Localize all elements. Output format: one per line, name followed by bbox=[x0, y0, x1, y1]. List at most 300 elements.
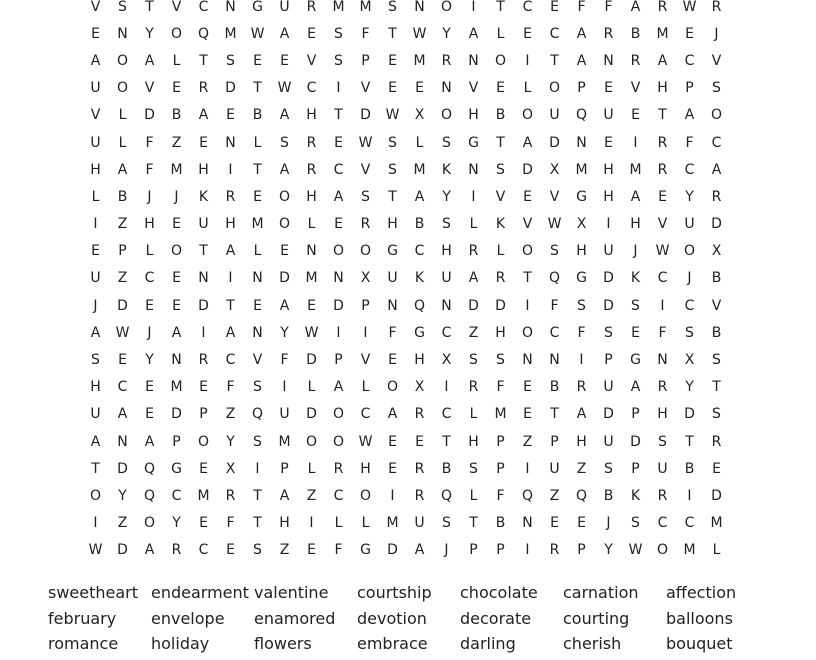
grid-letter[interactable]: F bbox=[361, 25, 370, 42]
grid-letter[interactable]: H bbox=[657, 80, 668, 97]
grid-letter[interactable]: S bbox=[334, 25, 343, 42]
grid-letter[interactable]: L bbox=[496, 243, 505, 260]
grid-letter[interactable]: R bbox=[657, 134, 668, 151]
grid-letter[interactable]: N bbox=[549, 352, 560, 369]
grid-letter[interactable]: U bbox=[387, 270, 398, 287]
grid-letter[interactable]: L bbox=[253, 243, 262, 260]
grid-letter[interactable]: C bbox=[657, 270, 668, 287]
grid-letter[interactable]: I bbox=[201, 324, 206, 341]
grid-letter[interactable]: O bbox=[116, 52, 129, 69]
grid-letter[interactable]: P bbox=[496, 460, 505, 477]
grid-letter[interactable]: S bbox=[280, 134, 289, 151]
grid-letter[interactable]: J bbox=[687, 270, 692, 287]
grid-letter[interactable]: I bbox=[471, 188, 476, 205]
grid-letter[interactable]: I bbox=[525, 52, 530, 69]
grid-letter[interactable]: E bbox=[226, 542, 235, 559]
grid-letter[interactable]: B bbox=[117, 188, 128, 205]
grid-letter[interactable]: R bbox=[657, 0, 668, 15]
grid-letter[interactable]: Y bbox=[442, 25, 451, 42]
grid-letter[interactable]: Z bbox=[117, 515, 128, 532]
grid-letter[interactable]: I bbox=[93, 216, 98, 233]
grid-letter[interactable]: D bbox=[387, 542, 398, 559]
grid-letter[interactable]: C bbox=[198, 0, 209, 15]
grid-letter[interactable]: T bbox=[550, 406, 559, 423]
grid-letter[interactable]: P bbox=[496, 542, 505, 559]
grid-letter[interactable]: L bbox=[361, 515, 370, 532]
grid-letter[interactable]: D bbox=[117, 297, 128, 314]
grid-letter[interactable]: B bbox=[684, 460, 695, 477]
grid-letter[interactable]: D bbox=[333, 297, 344, 314]
grid-letter[interactable]: O bbox=[332, 433, 345, 450]
grid-letter[interactable]: J bbox=[93, 297, 98, 314]
grid-letter[interactable]: I bbox=[525, 297, 530, 314]
grid-letter[interactable]: O bbox=[494, 52, 507, 69]
grid-letter[interactable]: G bbox=[360, 542, 371, 559]
grid-letter[interactable]: D bbox=[306, 352, 317, 369]
grid-letter[interactable]: X bbox=[711, 243, 722, 260]
grid-letter[interactable]: A bbox=[576, 52, 587, 69]
grid-letter[interactable]: G bbox=[414, 324, 425, 341]
grid-letter[interactable]: T bbox=[523, 270, 532, 287]
grid-letter[interactable]: A bbox=[468, 25, 479, 42]
grid-letter[interactable]: C bbox=[549, 25, 560, 42]
grid-letter[interactable]: V bbox=[360, 352, 371, 369]
grid-letter[interactable]: L bbox=[145, 243, 154, 260]
grid-letter[interactable]: L bbox=[118, 134, 127, 151]
grid-letter[interactable]: L bbox=[712, 542, 721, 559]
grid-letter[interactable]: G bbox=[576, 188, 587, 205]
grid-letter[interactable]: K bbox=[495, 216, 506, 233]
grid-letter[interactable]: N bbox=[252, 324, 263, 341]
grid-letter[interactable]: M bbox=[197, 487, 210, 504]
grid-letter[interactable]: P bbox=[550, 433, 559, 450]
grid-letter[interactable]: Z bbox=[117, 270, 128, 287]
grid-letter[interactable]: N bbox=[603, 52, 614, 69]
grid-letter[interactable]: D bbox=[144, 107, 155, 124]
grid-letter[interactable]: I bbox=[309, 515, 314, 532]
grid-letter[interactable]: E bbox=[280, 243, 289, 260]
grid-letter[interactable]: F bbox=[226, 379, 235, 396]
grid-letter[interactable]: G bbox=[576, 270, 587, 287]
grid-letter[interactable]: R bbox=[711, 0, 722, 15]
grid-letter[interactable]: A bbox=[279, 107, 290, 124]
grid-letter[interactable]: I bbox=[93, 515, 98, 532]
grid-letter[interactable]: Y bbox=[685, 188, 694, 205]
grid-letter[interactable]: H bbox=[90, 161, 101, 178]
grid-letter[interactable]: A bbox=[576, 406, 587, 423]
grid-letter[interactable]: L bbox=[118, 107, 127, 124]
grid-letter[interactable]: V bbox=[657, 216, 668, 233]
grid-letter[interactable]: I bbox=[687, 487, 692, 504]
grid-letter[interactable]: Z bbox=[225, 406, 236, 423]
grid-letter[interactable]: F bbox=[685, 134, 694, 151]
grid-letter[interactable]: Z bbox=[117, 216, 128, 233]
grid-letter[interactable]: S bbox=[712, 352, 721, 369]
grid-letter[interactable]: R bbox=[657, 379, 668, 396]
grid-letter[interactable]: E bbox=[253, 188, 262, 205]
grid-letter[interactable]: D bbox=[495, 297, 506, 314]
grid-letter[interactable]: P bbox=[361, 297, 370, 314]
grid-letter[interactable]: A bbox=[711, 161, 722, 178]
grid-letter[interactable]: N bbox=[252, 270, 263, 287]
grid-letter[interactable]: D bbox=[684, 406, 695, 423]
grid-letter[interactable]: U bbox=[549, 107, 560, 124]
grid-letter[interactable]: U bbox=[198, 216, 209, 233]
grid-letter[interactable]: V bbox=[495, 188, 506, 205]
grid-letter[interactable]: R bbox=[657, 161, 668, 178]
grid-letter[interactable]: A bbox=[414, 188, 425, 205]
grid-letter[interactable]: S bbox=[604, 460, 613, 477]
grid-letter[interactable]: L bbox=[307, 460, 316, 477]
grid-letter[interactable]: R bbox=[495, 270, 506, 287]
grid-letter[interactable]: O bbox=[332, 406, 345, 423]
grid-letter[interactable]: I bbox=[228, 161, 233, 178]
grid-letter[interactable]: U bbox=[657, 460, 668, 477]
grid-letter[interactable]: F bbox=[145, 134, 154, 151]
grid-letter[interactable]: E bbox=[523, 25, 532, 42]
grid-letter[interactable]: Z bbox=[306, 487, 317, 504]
grid-letter[interactable]: V bbox=[468, 80, 479, 97]
grid-letter[interactable]: N bbox=[225, 134, 236, 151]
grid-letter[interactable]: U bbox=[90, 406, 101, 423]
grid-letter[interactable]: R bbox=[198, 352, 209, 369]
grid-letter[interactable]: S bbox=[658, 433, 667, 450]
grid-letter[interactable]: T bbox=[388, 188, 397, 205]
grid-letter[interactable]: T bbox=[253, 487, 262, 504]
grid-letter[interactable]: H bbox=[630, 216, 641, 233]
grid-letter[interactable]: M bbox=[224, 25, 237, 42]
grid-letter[interactable]: E bbox=[550, 515, 559, 532]
grid-letter[interactable]: A bbox=[630, 0, 641, 15]
grid-letter[interactable]: Q bbox=[251, 406, 264, 423]
grid-letter[interactable]: Y bbox=[145, 352, 154, 369]
grid-letter[interactable]: E bbox=[118, 352, 127, 369]
grid-letter[interactable]: C bbox=[657, 515, 668, 532]
grid-letter[interactable]: U bbox=[603, 379, 614, 396]
grid-letter[interactable]: N bbox=[387, 297, 398, 314]
grid-letter[interactable]: P bbox=[199, 406, 208, 423]
grid-letter[interactable]: T bbox=[253, 515, 262, 532]
grid-letter[interactable]: A bbox=[144, 433, 155, 450]
grid-letter[interactable]: S bbox=[469, 352, 478, 369]
grid-letter[interactable]: D bbox=[468, 297, 479, 314]
grid-letter[interactable]: V bbox=[90, 107, 101, 124]
grid-letter[interactable]: E bbox=[604, 80, 613, 97]
grid-letter[interactable]: B bbox=[495, 107, 506, 124]
grid-letter[interactable]: Y bbox=[604, 542, 613, 559]
grid-letter[interactable]: R bbox=[468, 243, 479, 260]
grid-letter[interactable]: R bbox=[414, 460, 425, 477]
grid-letter[interactable]: R bbox=[630, 52, 641, 69]
grid-letter[interactable]: S bbox=[253, 379, 262, 396]
grid-letter[interactable]: R bbox=[306, 134, 317, 151]
grid-letter[interactable]: J bbox=[633, 243, 638, 260]
grid-letter[interactable]: E bbox=[280, 52, 289, 69]
grid-letter[interactable]: D bbox=[711, 216, 722, 233]
grid-letter[interactable]: S bbox=[334, 52, 343, 69]
grid-letter[interactable]: A bbox=[117, 406, 128, 423]
grid-letter[interactable]: S bbox=[226, 52, 235, 69]
grid-letter[interactable]: E bbox=[307, 297, 316, 314]
grid-letter[interactable]: C bbox=[684, 297, 695, 314]
grid-letter[interactable]: A bbox=[144, 52, 155, 69]
grid-letter[interactable]: H bbox=[90, 379, 101, 396]
grid-letter[interactable]: P bbox=[172, 433, 181, 450]
grid-letter[interactable]: N bbox=[576, 134, 587, 151]
grid-letter[interactable]: E bbox=[172, 80, 181, 97]
grid-letter[interactable]: P bbox=[631, 406, 640, 423]
grid-letter[interactable]: W bbox=[115, 324, 130, 341]
grid-letter[interactable]: C bbox=[333, 487, 344, 504]
grid-letter[interactable]: S bbox=[712, 80, 721, 97]
grid-letter[interactable]: Q bbox=[548, 270, 561, 287]
grid-letter[interactable]: F bbox=[577, 0, 586, 15]
grid-letter[interactable]: D bbox=[117, 542, 128, 559]
grid-letter[interactable]: A bbox=[279, 25, 290, 42]
grid-letter[interactable]: H bbox=[468, 107, 479, 124]
grid-letter[interactable]: E bbox=[199, 379, 208, 396]
grid-letter[interactable]: U bbox=[279, 406, 290, 423]
grid-letter[interactable]: O bbox=[143, 515, 156, 532]
grid-letter[interactable]: W bbox=[358, 134, 373, 151]
grid-letter[interactable]: M bbox=[278, 433, 291, 450]
grid-letter[interactable]: R bbox=[198, 80, 209, 97]
grid-letter[interactable]: P bbox=[577, 542, 586, 559]
grid-letter[interactable]: V bbox=[306, 52, 317, 69]
grid-letter[interactable]: M bbox=[629, 161, 642, 178]
grid-letter[interactable]: A bbox=[414, 542, 425, 559]
grid-letter[interactable]: E bbox=[388, 352, 397, 369]
grid-letter[interactable]: O bbox=[197, 433, 210, 450]
grid-letter[interactable]: R bbox=[576, 379, 587, 396]
grid-letter[interactable]: U bbox=[90, 80, 101, 97]
grid-letter[interactable]: A bbox=[144, 542, 155, 559]
grid-letter[interactable]: C bbox=[360, 406, 371, 423]
grid-letter[interactable]: W bbox=[655, 243, 670, 260]
grid-letter[interactable]: P bbox=[577, 80, 586, 97]
grid-letter[interactable]: H bbox=[576, 243, 587, 260]
grid-letter[interactable]: O bbox=[89, 487, 102, 504]
grid-letter[interactable]: O bbox=[521, 107, 534, 124]
grid-letter[interactable]: L bbox=[172, 52, 181, 69]
grid-letter[interactable]: H bbox=[576, 433, 587, 450]
grid-letter[interactable]: O bbox=[305, 433, 318, 450]
grid-letter[interactable]: D bbox=[630, 433, 641, 450]
grid-letter[interactable]: L bbox=[415, 134, 424, 151]
grid-letter[interactable]: E bbox=[145, 379, 154, 396]
grid-letter[interactable]: E bbox=[685, 25, 694, 42]
grid-letter[interactable]: D bbox=[522, 161, 533, 178]
grid-letter[interactable]: I bbox=[363, 324, 368, 341]
grid-letter[interactable]: E bbox=[631, 324, 640, 341]
grid-letter[interactable]: A bbox=[387, 406, 398, 423]
grid-letter[interactable]: X bbox=[684, 352, 695, 369]
grid-letter[interactable]: C bbox=[225, 352, 236, 369]
grid-letter[interactable]: I bbox=[282, 379, 287, 396]
grid-letter[interactable]: H bbox=[495, 324, 506, 341]
grid-letter[interactable]: O bbox=[170, 243, 183, 260]
grid-letter[interactable]: V bbox=[549, 188, 560, 205]
grid-letter[interactable]: M bbox=[332, 0, 345, 15]
grid-letter[interactable]: U bbox=[441, 270, 452, 287]
grid-letter[interactable]: E bbox=[631, 107, 640, 124]
grid-letter[interactable]: F bbox=[334, 542, 343, 559]
grid-letter[interactable]: A bbox=[117, 161, 128, 178]
grid-letter[interactable]: S bbox=[496, 352, 505, 369]
grid-letter[interactable]: A bbox=[468, 270, 479, 287]
grid-letter[interactable]: E bbox=[145, 406, 154, 423]
grid-letter[interactable]: E bbox=[226, 107, 235, 124]
grid-letter[interactable]: O bbox=[710, 107, 723, 124]
grid-letter[interactable]: T bbox=[712, 379, 721, 396]
grid-letter[interactable]: N bbox=[468, 52, 479, 69]
grid-letter[interactable]: P bbox=[685, 80, 694, 97]
grid-letter[interactable]: R bbox=[414, 487, 425, 504]
grid-letter[interactable]: H bbox=[414, 352, 425, 369]
grid-letter[interactable]: N bbox=[522, 352, 533, 369]
grid-letter[interactable]: E bbox=[712, 460, 721, 477]
grid-letter[interactable]: I bbox=[525, 460, 530, 477]
grid-letter[interactable]: C bbox=[684, 52, 695, 69]
grid-letter[interactable]: C bbox=[711, 134, 722, 151]
grid-letter[interactable]: T bbox=[496, 134, 505, 151]
grid-letter[interactable]: V bbox=[90, 0, 101, 15]
grid-letter[interactable]: M bbox=[575, 161, 588, 178]
grid-letter[interactable]: J bbox=[714, 25, 719, 42]
grid-letter[interactable]: E bbox=[658, 188, 667, 205]
grid-letter[interactable]: L bbox=[469, 487, 478, 504]
grid-letter[interactable]: L bbox=[91, 188, 100, 205]
grid-letter[interactable]: A bbox=[630, 379, 641, 396]
grid-letter[interactable]: R bbox=[468, 379, 479, 396]
grid-letter[interactable]: J bbox=[147, 188, 152, 205]
grid-letter[interactable]: Q bbox=[575, 487, 588, 504]
grid-letter[interactable]: T bbox=[685, 433, 694, 450]
grid-letter[interactable]: O bbox=[278, 216, 291, 233]
grid-letter[interactable]: R bbox=[711, 433, 722, 450]
grid-letter[interactable]: E bbox=[307, 25, 316, 42]
grid-letter[interactable]: D bbox=[306, 406, 317, 423]
grid-letter[interactable]: Q bbox=[143, 487, 156, 504]
grid-letter[interactable]: R bbox=[306, 161, 317, 178]
grid-letter[interactable]: O bbox=[521, 243, 534, 260]
grid-letter[interactable]: N bbox=[468, 161, 479, 178]
grid-letter[interactable]: I bbox=[606, 216, 611, 233]
grid-letter[interactable]: F bbox=[145, 161, 154, 178]
grid-letter[interactable]: E bbox=[388, 460, 397, 477]
grid-letter[interactable]: Y bbox=[685, 379, 694, 396]
grid-letter[interactable]: V bbox=[522, 216, 533, 233]
grid-letter[interactable]: E bbox=[334, 134, 343, 151]
grid-letter[interactable]: S bbox=[253, 433, 262, 450]
grid-letter[interactable]: D bbox=[279, 270, 290, 287]
grid-letter[interactable]: T bbox=[334, 107, 343, 124]
grid-letter[interactable]: V bbox=[360, 80, 371, 97]
grid-letter[interactable]: Q bbox=[143, 460, 156, 477]
grid-letter[interactable]: A bbox=[657, 52, 668, 69]
grid-letter[interactable]: T bbox=[658, 107, 667, 124]
grid-letter[interactable]: U bbox=[90, 270, 101, 287]
grid-letter[interactable]: H bbox=[441, 243, 452, 260]
grid-letter[interactable]: I bbox=[255, 460, 260, 477]
grid-letter[interactable]: N bbox=[198, 270, 209, 287]
grid-letter[interactable]: A bbox=[90, 324, 101, 341]
grid-letter[interactable]: R bbox=[225, 188, 236, 205]
grid-letter[interactable]: V bbox=[711, 297, 722, 314]
grid-letter[interactable]: W bbox=[277, 80, 292, 97]
grid-letter[interactable]: E bbox=[334, 216, 343, 233]
grid-letter[interactable]: X bbox=[225, 460, 236, 477]
grid-letter[interactable]: L bbox=[469, 216, 478, 233]
grid-letter[interactable]: A bbox=[90, 433, 101, 450]
grid-letter[interactable]: A bbox=[333, 379, 344, 396]
grid-letter[interactable]: E bbox=[253, 297, 262, 314]
grid-letter[interactable]: B bbox=[630, 25, 641, 42]
grid-letter[interactable]: E bbox=[91, 243, 100, 260]
grid-letter[interactable]: M bbox=[656, 25, 669, 42]
grid-letter[interactable]: K bbox=[630, 270, 641, 287]
grid-letter[interactable]: I bbox=[579, 352, 584, 369]
grid-letter[interactable]: N bbox=[171, 352, 182, 369]
grid-letter[interactable]: F bbox=[496, 487, 505, 504]
grid-letter[interactable]: U bbox=[90, 134, 101, 151]
grid-letter[interactable]: Z bbox=[468, 324, 479, 341]
grid-letter[interactable]: S bbox=[442, 216, 451, 233]
grid-letter[interactable]: F bbox=[496, 379, 505, 396]
grid-letter[interactable]: C bbox=[144, 270, 155, 287]
grid-letter[interactable]: F bbox=[604, 0, 613, 15]
grid-letter[interactable]: U bbox=[603, 433, 614, 450]
grid-letter[interactable]: X bbox=[441, 352, 452, 369]
grid-letter[interactable]: U bbox=[279, 0, 290, 15]
grid-letter[interactable]: P bbox=[469, 542, 478, 559]
grid-letter[interactable]: Y bbox=[442, 188, 451, 205]
grid-letter[interactable]: C bbox=[198, 542, 209, 559]
grid-letter[interactable]: O bbox=[656, 542, 669, 559]
grid-letter[interactable]: B bbox=[711, 324, 722, 341]
grid-letter[interactable]: W bbox=[304, 324, 319, 341]
grid-letter[interactable]: G bbox=[252, 0, 263, 15]
grid-letter[interactable]: B bbox=[171, 107, 182, 124]
grid-letter[interactable]: S bbox=[442, 134, 451, 151]
grid-letter[interactable]: K bbox=[630, 487, 641, 504]
grid-letter[interactable]: Q bbox=[413, 297, 426, 314]
grid-letter[interactable]: P bbox=[361, 52, 370, 69]
grid-letter[interactable]: N bbox=[441, 297, 452, 314]
grid-letter[interactable]: S bbox=[631, 515, 640, 532]
grid-letter[interactable]: R bbox=[414, 406, 425, 423]
grid-letter[interactable]: R bbox=[360, 216, 371, 233]
grid-letter[interactable]: E bbox=[253, 52, 262, 69]
grid-letter[interactable]: T bbox=[199, 243, 208, 260]
grid-letter[interactable]: T bbox=[496, 0, 505, 15]
grid-letter[interactable]: G bbox=[387, 243, 398, 260]
grid-letter[interactable]: V bbox=[144, 80, 155, 97]
grid-letter[interactable]: E bbox=[523, 188, 532, 205]
grid-letter[interactable]: M bbox=[386, 515, 399, 532]
grid-letter[interactable]: V bbox=[252, 352, 263, 369]
grid-letter[interactable]: T bbox=[226, 297, 235, 314]
grid-letter[interactable]: U bbox=[603, 243, 614, 260]
grid-letter[interactable]: W bbox=[547, 216, 562, 233]
grid-letter[interactable]: C bbox=[117, 379, 128, 396]
grid-letter[interactable]: D bbox=[549, 134, 560, 151]
grid-letter[interactable]: E bbox=[388, 433, 397, 450]
grid-letter[interactable]: B bbox=[441, 460, 452, 477]
grid-letter[interactable]: G bbox=[171, 460, 182, 477]
grid-letter[interactable]: A bbox=[576, 25, 587, 42]
grid-letter[interactable]: E bbox=[550, 0, 559, 15]
